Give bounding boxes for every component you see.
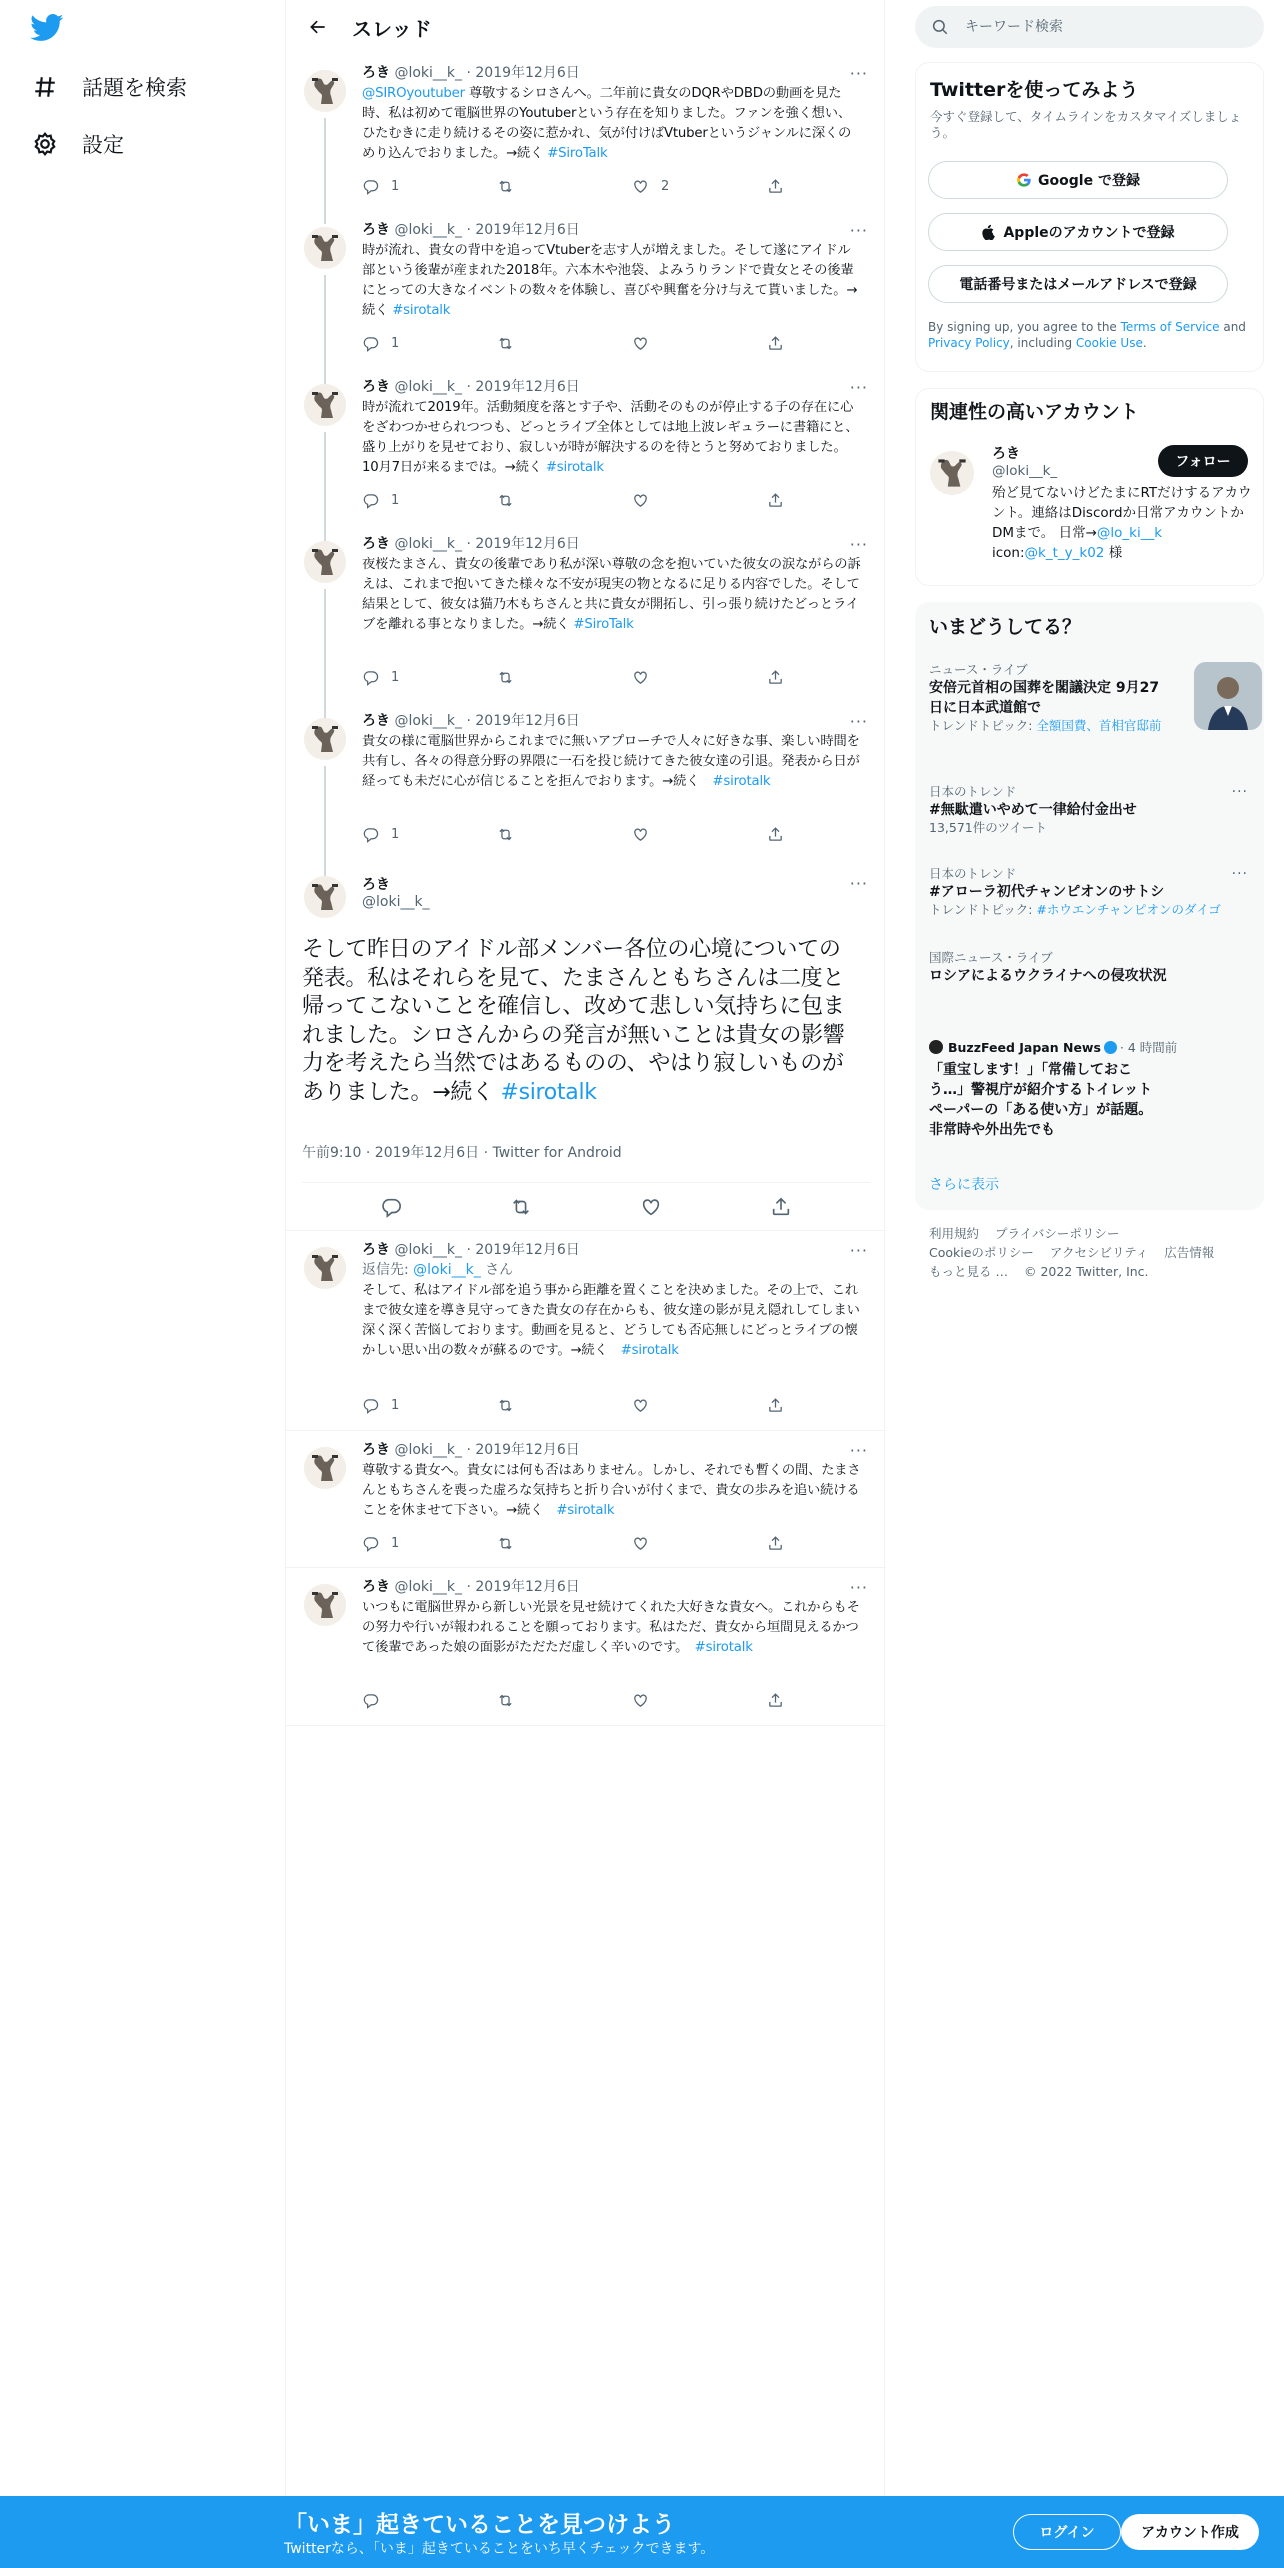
heart-icon <box>632 1535 649 1552</box>
reply-count: 1 <box>391 827 400 842</box>
nav-explore-label: 話題を検索 <box>82 76 187 100</box>
trend-context: 日本のトレンド <box>929 784 1017 799</box>
tweet-author-name[interactable]: ろき <box>362 379 390 395</box>
thread-line <box>324 432 326 542</box>
signup-subtitle: 今すぐ登録して、タイムラインをカスタマイズしましょう。 <box>930 109 1242 140</box>
reply-to-suffix: さん <box>485 1262 514 1278</box>
search-icon <box>931 18 949 36</box>
tweet-text-body: いつもに電脳世界から新しい光景を見せ続けてくれた大好きな貴女へ。これからもその努力や行いが報われることを願っております。私はただ、貴女から垣間見えるかつて後輩であった娘の面影がただただ虚しく辛いのです。 <box>362 1600 860 1655</box>
reply-to <box>362 1261 862 1279</box>
tweet-author-name[interactable]: ろき <box>362 536 390 552</box>
news-thumbnail <box>1194 662 1262 730</box>
thread-line <box>324 275 326 385</box>
avatar[interactable] <box>304 227 346 269</box>
more-icon[interactable]: ··· <box>1231 784 1248 800</box>
divider <box>286 1430 886 1431</box>
reply-button[interactable] <box>362 669 497 686</box>
trend-item[interactable] <box>929 784 1254 836</box>
tweet-author-name[interactable]: ろき <box>362 1442 390 1458</box>
tweet-actions <box>362 669 802 686</box>
reply-count: 1 <box>391 179 400 194</box>
tweet[interactable] <box>286 712 886 868</box>
main-tweet-text-body: そして昨日のアイドル部メンバー各位の心境についての発表。私はそれらを見て、たまさんともちさんは二度と帰ってこないことを確信し、改めて悲しい気持ちに包まれました。シロさんからの発言が無いことは貴女の影響力を考えたら当然ではあるものの、やはり寂しいものがありました。→続く <box>302 937 845 1105</box>
retweet-icon <box>497 492 514 509</box>
nav-settings[interactable] <box>30 124 124 164</box>
tweet-header: ろき @loki__k_ · 2019年12月6日 <box>362 713 580 729</box>
tweet-header: ろき @loki__k_ · 2019年12月6日 <box>362 1442 580 1458</box>
thread-line <box>324 766 326 876</box>
left-nav <box>0 0 285 2568</box>
related-title: 関連性の高いアカウント <box>930 401 1139 423</box>
tweet[interactable] <box>286 221 886 377</box>
retweet-button[interactable] <box>497 1397 632 1414</box>
main-tweet-actions <box>286 1196 886 1218</box>
reply-count: 1 <box>391 1398 400 1413</box>
trend-topic-label: トレンドトピック: <box>929 902 1037 917</box>
trend-context: 国際ニュース・ライブ <box>929 950 1053 965</box>
nav-settings-label: 設定 <box>82 133 124 157</box>
follow-button[interactable]: フォロー <box>1158 445 1248 477</box>
reply-button[interactable] <box>362 1692 497 1709</box>
signup-card <box>915 62 1264 372</box>
tweet-date[interactable]: 2019年12月6日 <box>475 536 580 552</box>
share-icon <box>767 826 784 843</box>
reply-button[interactable] <box>380 1196 402 1218</box>
tweet-text-body: 夜桜たまさん、貴女の後輩であり私が深い尊敬の念を抱いていた彼女の涙ながらの訴えは、これまで抱いてきた様々な不安が現実の物となるに足りる内容でした。そして結果として、彼女は猫乃木もちさんと共に貴女が開拓し、引っ張り続けたどっとライブを離れる事となりました。→続く <box>362 557 861 632</box>
tweet-text <box>362 1598 862 1658</box>
login-button[interactable]: ログイン <box>1013 2514 1121 2550</box>
retweet-button[interactable] <box>497 1535 632 1552</box>
related-account-bio <box>992 483 1254 563</box>
trend-title: #アローラ初代チャンピオンのサトシ <box>929 884 1165 900</box>
divider <box>286 1230 886 1231</box>
tweet-author-name[interactable]: ろき <box>362 222 390 238</box>
retweet-icon <box>497 178 514 195</box>
tweet-author-handle[interactable]: @loki__k_ <box>394 1242 463 1258</box>
thread-header <box>286 0 886 54</box>
tweet-header: ろき @loki__k_ · 2019年12月6日 <box>362 379 580 395</box>
like-button[interactable] <box>632 178 767 195</box>
bio-text: 殆ど見てないけどたまにRTだけするアカウント。連絡はDiscordか日常アカウントかDMまで。 日常→ <box>992 485 1252 541</box>
tweet-header: ろき @loki__k_ · 2019年12月6日 <box>362 222 580 238</box>
login-prompt-bar <box>0 2496 1284 2568</box>
bio-text: 様 <box>1104 545 1123 561</box>
trend-item[interactable] <box>929 866 1254 918</box>
related-account-handle[interactable]: @loki__k_ <box>992 463 1058 479</box>
tweet-actions <box>362 178 802 195</box>
retweet-button[interactable] <box>497 669 632 686</box>
retweet-icon <box>497 1692 514 1709</box>
buzzfeed-logo-icon <box>929 1040 943 1054</box>
heart-icon <box>632 335 649 352</box>
apple-icon <box>981 224 997 240</box>
tweet-text-body: 尊敬するシロさんへ。二年前に貴女のDQRやDBDの動画を見た時、私は初めて電脳世界のYoutuberという存在を知りました。ファンを強く想い、ひたむきに走り続けるその姿に惹かれ、気が付けばVtuberというジャンルに深くのめり込んでおりました。→続く <box>362 86 852 161</box>
verified-badge-icon <box>1104 1041 1117 1054</box>
phone-signup-button[interactable] <box>928 265 1228 303</box>
retweet-button[interactable] <box>497 826 632 843</box>
more-icon[interactable]: ··· <box>849 1241 868 1260</box>
retweet-button[interactable] <box>497 1692 632 1709</box>
heart-icon <box>632 1397 649 1414</box>
tweet-author-handle[interactable]: @loki__k_ <box>394 713 463 729</box>
trend-topic-link[interactable]: #ホウエンチャンピオンのダイゴ <box>1036 902 1221 917</box>
google-signup-label: Google で登録 <box>1038 173 1140 189</box>
tweet-author-handle[interactable]: @loki__k_ <box>394 1579 463 1595</box>
retweet-button[interactable] <box>497 335 632 352</box>
hashtag-link[interactable]: #sirotalk <box>556 1503 615 1518</box>
share-button[interactable] <box>770 1196 792 1218</box>
tweet-text-body: 尊敬する貴女へ。貴女には何も否はありません。しかし、それでも暫くの間、たまさんともちさんを喪った虚ろな気持ちと折り合いが付くまで、貴女の歩みを追い続けることを休ませて下さい。→続く <box>362 1463 861 1518</box>
avatar[interactable] <box>304 70 346 112</box>
share-button[interactable] <box>767 826 796 843</box>
tweet-actions <box>362 1692 802 1709</box>
share-button[interactable] <box>767 178 796 195</box>
create-account-button[interactable]: アカウント作成 <box>1121 2514 1259 2550</box>
share-icon <box>767 335 784 352</box>
avatar[interactable] <box>304 1584 346 1626</box>
main-tweet-text <box>302 936 862 1107</box>
share-icon <box>767 669 784 686</box>
share-icon <box>770 1196 792 1218</box>
hashtag-link[interactable]: #SiroTalk <box>573 617 634 632</box>
trend-title: 「重宝します！」「常備しておこう…」警視庁が紹介するトイレットペーパーの「ある使い方」が話題。非常時や外出先でも <box>929 1062 1153 1138</box>
tweet-actions <box>362 826 802 843</box>
footer-link[interactable]: 広告情報 <box>1164 1245 1215 1260</box>
trends-card <box>915 602 1264 1210</box>
tweet-date[interactable]: 2019年12月6日 <box>475 1579 580 1595</box>
tweet-date[interactable]: 2019年12月6日 <box>475 65 580 81</box>
divider <box>302 1182 870 1183</box>
avatar[interactable] <box>930 451 974 495</box>
signup-title: Twitterを使ってみよう <box>930 79 1139 101</box>
reply-icon <box>362 492 379 509</box>
hashtag-link[interactable]: #sirotalk <box>712 774 771 789</box>
like-button[interactable] <box>632 492 767 509</box>
tweet-author-handle[interactable]: @loki__k_ <box>394 379 463 395</box>
tweet-text <box>362 1281 862 1361</box>
trend-item[interactable] <box>929 950 1254 986</box>
google-signup-button[interactable] <box>928 161 1228 199</box>
hashtag-link[interactable]: #sirotalk <box>620 1343 679 1358</box>
reply-to-link[interactable]: @loki__k_ <box>413 1262 481 1278</box>
tweet-text <box>362 1461 862 1521</box>
tweet-header: ろき @loki__k_ · 2019年12月6日 <box>362 65 580 81</box>
gear-icon <box>30 129 60 159</box>
tweet[interactable] <box>286 1241 886 1433</box>
retweet-icon <box>497 669 514 686</box>
privacy-policy-link[interactable]: Privacy Policy <box>928 336 1010 350</box>
reply-icon <box>362 826 379 843</box>
reply-icon <box>380 1196 402 1218</box>
tweet-author-handle[interactable]: @loki__k_ <box>394 536 463 552</box>
tweet[interactable] <box>286 64 886 214</box>
terms-of-service-link[interactable]: Terms of Service <box>1120 320 1220 334</box>
bio-mention-link[interactable]: @k_t_y_k02 <box>1024 545 1105 561</box>
tweet-header: ろき @loki__k_ · 2019年12月6日 <box>362 1242 580 1258</box>
like-button[interactable] <box>632 1692 767 1709</box>
retweet-button[interactable] <box>497 492 632 509</box>
reply-button[interactable] <box>362 335 497 352</box>
more-icon[interactable]: ··· <box>849 378 868 397</box>
hashtag-link[interactable]: #sirotalk <box>545 460 604 475</box>
prompt-heading: 「いま」起きていることを見つけよう <box>284 2512 675 2538</box>
reply-button[interactable] <box>362 1535 497 1552</box>
share-icon <box>767 1535 784 1552</box>
thread-line <box>324 589 326 719</box>
related-accounts-card <box>915 388 1264 586</box>
reply-count: 1 <box>391 493 400 508</box>
tweet-author-handle[interactable]: @loki__k_ <box>394 222 463 238</box>
reply-icon <box>362 1692 379 1709</box>
reply-icon <box>362 1535 379 1552</box>
retweet-button[interactable] <box>510 1196 532 1218</box>
tweet[interactable] <box>286 1441 886 1569</box>
trend-source: BuzzFeed Japan News <box>948 1040 1101 1055</box>
more-icon[interactable]: ··· <box>849 874 868 893</box>
reply-icon <box>362 669 379 686</box>
reply-icon <box>362 335 379 352</box>
tweet-author-name[interactable]: ろき <box>362 1242 390 1258</box>
reply-button[interactable] <box>362 1397 497 1414</box>
tweet-text <box>362 84 862 164</box>
more-icon[interactable]: ··· <box>849 1578 868 1597</box>
like-button[interactable] <box>632 669 767 686</box>
hashtag-icon <box>30 72 60 102</box>
bio-mention-link[interactable]: @lo_ki__k <box>1096 525 1163 541</box>
tweet-text <box>362 732 862 792</box>
tweet-actions <box>362 1397 802 1414</box>
tweet-date[interactable]: 2019年12月6日 <box>475 713 580 729</box>
heart-icon <box>640 1196 662 1218</box>
more-icon[interactable]: ··· <box>849 221 868 240</box>
tweet[interactable] <box>286 1578 886 1728</box>
trend-title: 安倍元首相の国葬を閣議決定 9月27日に日本武道館で <box>929 680 1160 716</box>
trend-title: ロシアによるウクライナへの侵攻状況 <box>929 968 1167 984</box>
tweet-author-handle[interactable]: @loki__k_ <box>362 894 430 910</box>
more-icon[interactable]: ··· <box>1231 866 1248 882</box>
related-account-name[interactable]: ろき <box>992 446 1020 462</box>
retweet-icon <box>497 335 514 352</box>
avatar[interactable] <box>304 1447 346 1489</box>
reply-icon <box>362 1397 379 1414</box>
trends-title: いまどうしてる？ <box>929 616 1082 638</box>
share-button[interactable] <box>767 1535 796 1552</box>
footer-links <box>929 1224 1249 1281</box>
hashtag-link[interactable]: #sirotalk <box>500 1079 597 1105</box>
share-button[interactable] <box>767 1692 796 1709</box>
signup-terms <box>928 319 1253 351</box>
tweet-text-body: そして、私はアイドル部を追う事から距離を置くことを決めました。その上で、これまで彼女達を導き見守ってきた貴女の存在からも、彼女達の影が見え隠れしてしまい深く深く苦悩しております。動画を見ると、どうしても否応無しにどっとライブの懐かしい思い出の数々が蘇るのです。→続く <box>362 1283 860 1358</box>
more-icon[interactable]: ··· <box>849 535 868 554</box>
tweet-date[interactable]: 2019年12月6日 <box>475 1442 580 1458</box>
reply-count: 1 <box>391 336 400 351</box>
main-tweet <box>286 870 886 1230</box>
twitter-logo-icon[interactable] <box>30 14 64 42</box>
tweet-date[interactable]: 2019年12月6日 <box>475 222 580 238</box>
like-button[interactable] <box>632 1397 767 1414</box>
tweet-date[interactable]: 2019年12月6日 <box>475 379 580 395</box>
retweet-icon <box>510 1196 532 1218</box>
tweet-actions <box>362 1535 802 1552</box>
more-icon[interactable]: ··· <box>849 712 868 731</box>
tweet-text <box>362 241 862 321</box>
trend-item[interactable] <box>929 662 1254 742</box>
trend-context: ニュース・ライブ <box>929 662 1028 677</box>
cookie-use-link[interactable]: Cookie Use <box>1075 336 1143 350</box>
tweet-author-handle[interactable]: @loki__k_ <box>394 65 463 81</box>
retweet-icon <box>497 1535 514 1552</box>
reply-button[interactable] <box>362 178 497 195</box>
footer-link[interactable]: もっと見る … <box>929 1264 1008 1279</box>
tweet-author-handle[interactable]: @loki__k_ <box>394 1442 463 1458</box>
tweet-actions <box>362 335 802 352</box>
trend-topic-label: トレンドトピック: <box>929 718 1037 733</box>
show-more-link[interactable]: さらに表示 <box>929 1177 999 1193</box>
share-icon <box>767 1397 784 1414</box>
like-count: 2 <box>661 179 670 194</box>
share-icon <box>767 492 784 509</box>
tweet-author-name[interactable]: ろき <box>362 65 390 81</box>
tweet-author-name[interactable]: ろき <box>362 1579 390 1595</box>
heart-icon <box>632 1692 649 1709</box>
avatar[interactable] <box>304 718 346 760</box>
hashtag-link[interactable]: #sirotalk <box>694 1640 753 1655</box>
reply-count: 1 <box>391 670 400 685</box>
trend-topic-link[interactable]: 全額国費、首相官邸前 <box>1036 718 1162 733</box>
share-button[interactable] <box>767 1397 796 1414</box>
tweet-text-body: 時が流れ、貴女の背中を追ってVtuberを志す人が増えました。そして遂にアイドル部という後輩が産まれた2018年。六本木や池袋、よみうりランドで貴女とその後輩にとっての大きなイベントの数々を体験し、喜びや興奮を分け与えて貰いました。→続く <box>362 243 858 318</box>
tweet-author-name[interactable]: ろき <box>362 877 390 893</box>
avatar[interactable] <box>304 1247 346 1289</box>
tweet[interactable] <box>286 378 886 534</box>
like-button[interactable] <box>640 1196 662 1218</box>
reply-to-label: 返信先: <box>362 1262 414 1278</box>
tweet-header: ろき @loki__k_ · 2019年12月6日 <box>362 536 580 552</box>
tweet-header: ろき @loki__k_ · 2019年12月6日 <box>362 1579 580 1595</box>
avatar[interactable] <box>304 876 346 918</box>
back-arrow-icon[interactable] <box>298 7 338 47</box>
tweet-text <box>362 398 862 478</box>
thread-line <box>324 118 326 224</box>
more-icon[interactable]: ··· <box>849 1441 868 1460</box>
heart-icon <box>632 669 649 686</box>
heart-icon <box>632 178 649 195</box>
trend-time: · 4 時間前 <box>1119 1040 1178 1055</box>
trend-context: 日本のトレンド <box>929 866 1017 881</box>
footer-link[interactable]: Cookieのポリシー <box>929 1245 1034 1260</box>
avatar[interactable] <box>304 541 346 583</box>
footer-link[interactable]: 利用規約 <box>929 1226 980 1241</box>
like-button[interactable] <box>632 1535 767 1552</box>
reply-icon <box>362 178 379 195</box>
hashtag-link[interactable]: #SiroTalk <box>547 146 608 161</box>
reply-button[interactable] <box>362 826 497 843</box>
nav-explore[interactable] <box>30 67 187 107</box>
heart-icon <box>632 826 649 843</box>
page-title: スレッド <box>352 16 432 41</box>
apple-signup-button[interactable] <box>928 213 1228 251</box>
search-input[interactable] <box>965 19 1245 35</box>
tweet-date[interactable]: 2019年12月6日 <box>475 1242 580 1258</box>
tweet-text-body: 時が流れて2019年。活動頻度を落とす子や、活動そのものが停止する子の存在に心をざわつかせられつつも、どっとライブ全体としては地上波レギュラーに書籍にと、盛り上がりを見せており、寂しいが時が解決するのを待とうと努めておりました。10月7日が来るまでは。→続く <box>362 400 859 475</box>
tweet-author-name[interactable]: ろき <box>362 713 390 729</box>
apple-signup-label: Appleのアカウントで登録 <box>1003 225 1175 241</box>
terms-text: . <box>1142 336 1147 350</box>
search-box[interactable] <box>915 6 1264 48</box>
terms-text: and <box>1219 320 1246 334</box>
trend-tweet-count: 13,571件のツイート <box>929 820 1047 835</box>
bio-text: icon: <box>992 545 1025 561</box>
share-icon <box>767 178 784 195</box>
like-button[interactable] <box>632 826 767 843</box>
reply-count: 1 <box>391 1536 400 1551</box>
retweet-icon <box>497 1397 514 1414</box>
thread-column <box>285 0 885 2568</box>
hashtag-link[interactable]: #sirotalk <box>392 303 451 318</box>
trend-title: #無駄遣いやめて一律給付金出せ <box>929 802 1137 818</box>
retweet-button[interactable] <box>497 178 632 195</box>
tweet-timestamp[interactable]: 午前9:10 · 2019年12月6日 · Twitter for Android <box>302 1145 622 1161</box>
reply-button[interactable] <box>362 492 497 509</box>
share-icon <box>767 1692 784 1709</box>
terms-text: , including <box>1009 336 1076 350</box>
google-icon <box>1016 172 1032 188</box>
footer-link[interactable]: アクセシビリティ <box>1049 1245 1149 1260</box>
trend-item[interactable] <box>929 1040 1254 1140</box>
mention-link[interactable]: @SIROyoutuber <box>362 86 465 101</box>
tweet[interactable] <box>286 535 886 711</box>
terms-text: By signing up, you agree to the <box>928 320 1121 334</box>
avatar[interactable] <box>304 384 346 426</box>
tweet-text <box>362 555 862 635</box>
tweet-text-body: 貴女の様に電脳世界からこれまでに無いアプローチで人々に好きな事、楽しい時間を共有し、各々の得意分野の界隈に一石を投じ続けてきた彼女達の引退。発表から日が経っても未だに心が信じることを拒んでおります。→続く <box>362 734 860 789</box>
share-button[interactable] <box>767 335 796 352</box>
tweet-actions <box>362 492 802 509</box>
heart-icon <box>632 492 649 509</box>
more-icon[interactable]: ··· <box>849 64 868 83</box>
prompt-subtitle: Twitterなら、「いま」起きていることをいち早くチェックできます。 <box>284 2541 715 2557</box>
divider <box>286 1567 886 1568</box>
retweet-icon <box>497 826 514 843</box>
divider <box>286 1725 886 1726</box>
copyright: © 2022 Twitter, Inc. <box>1023 1264 1149 1279</box>
footer-link[interactable]: プライバシーポリシー <box>995 1226 1120 1241</box>
like-button[interactable] <box>632 335 767 352</box>
share-button[interactable] <box>767 492 796 509</box>
share-button[interactable] <box>767 669 796 686</box>
phone-signup-label: 電話番号またはメールアドレスで登録 <box>959 277 1197 293</box>
